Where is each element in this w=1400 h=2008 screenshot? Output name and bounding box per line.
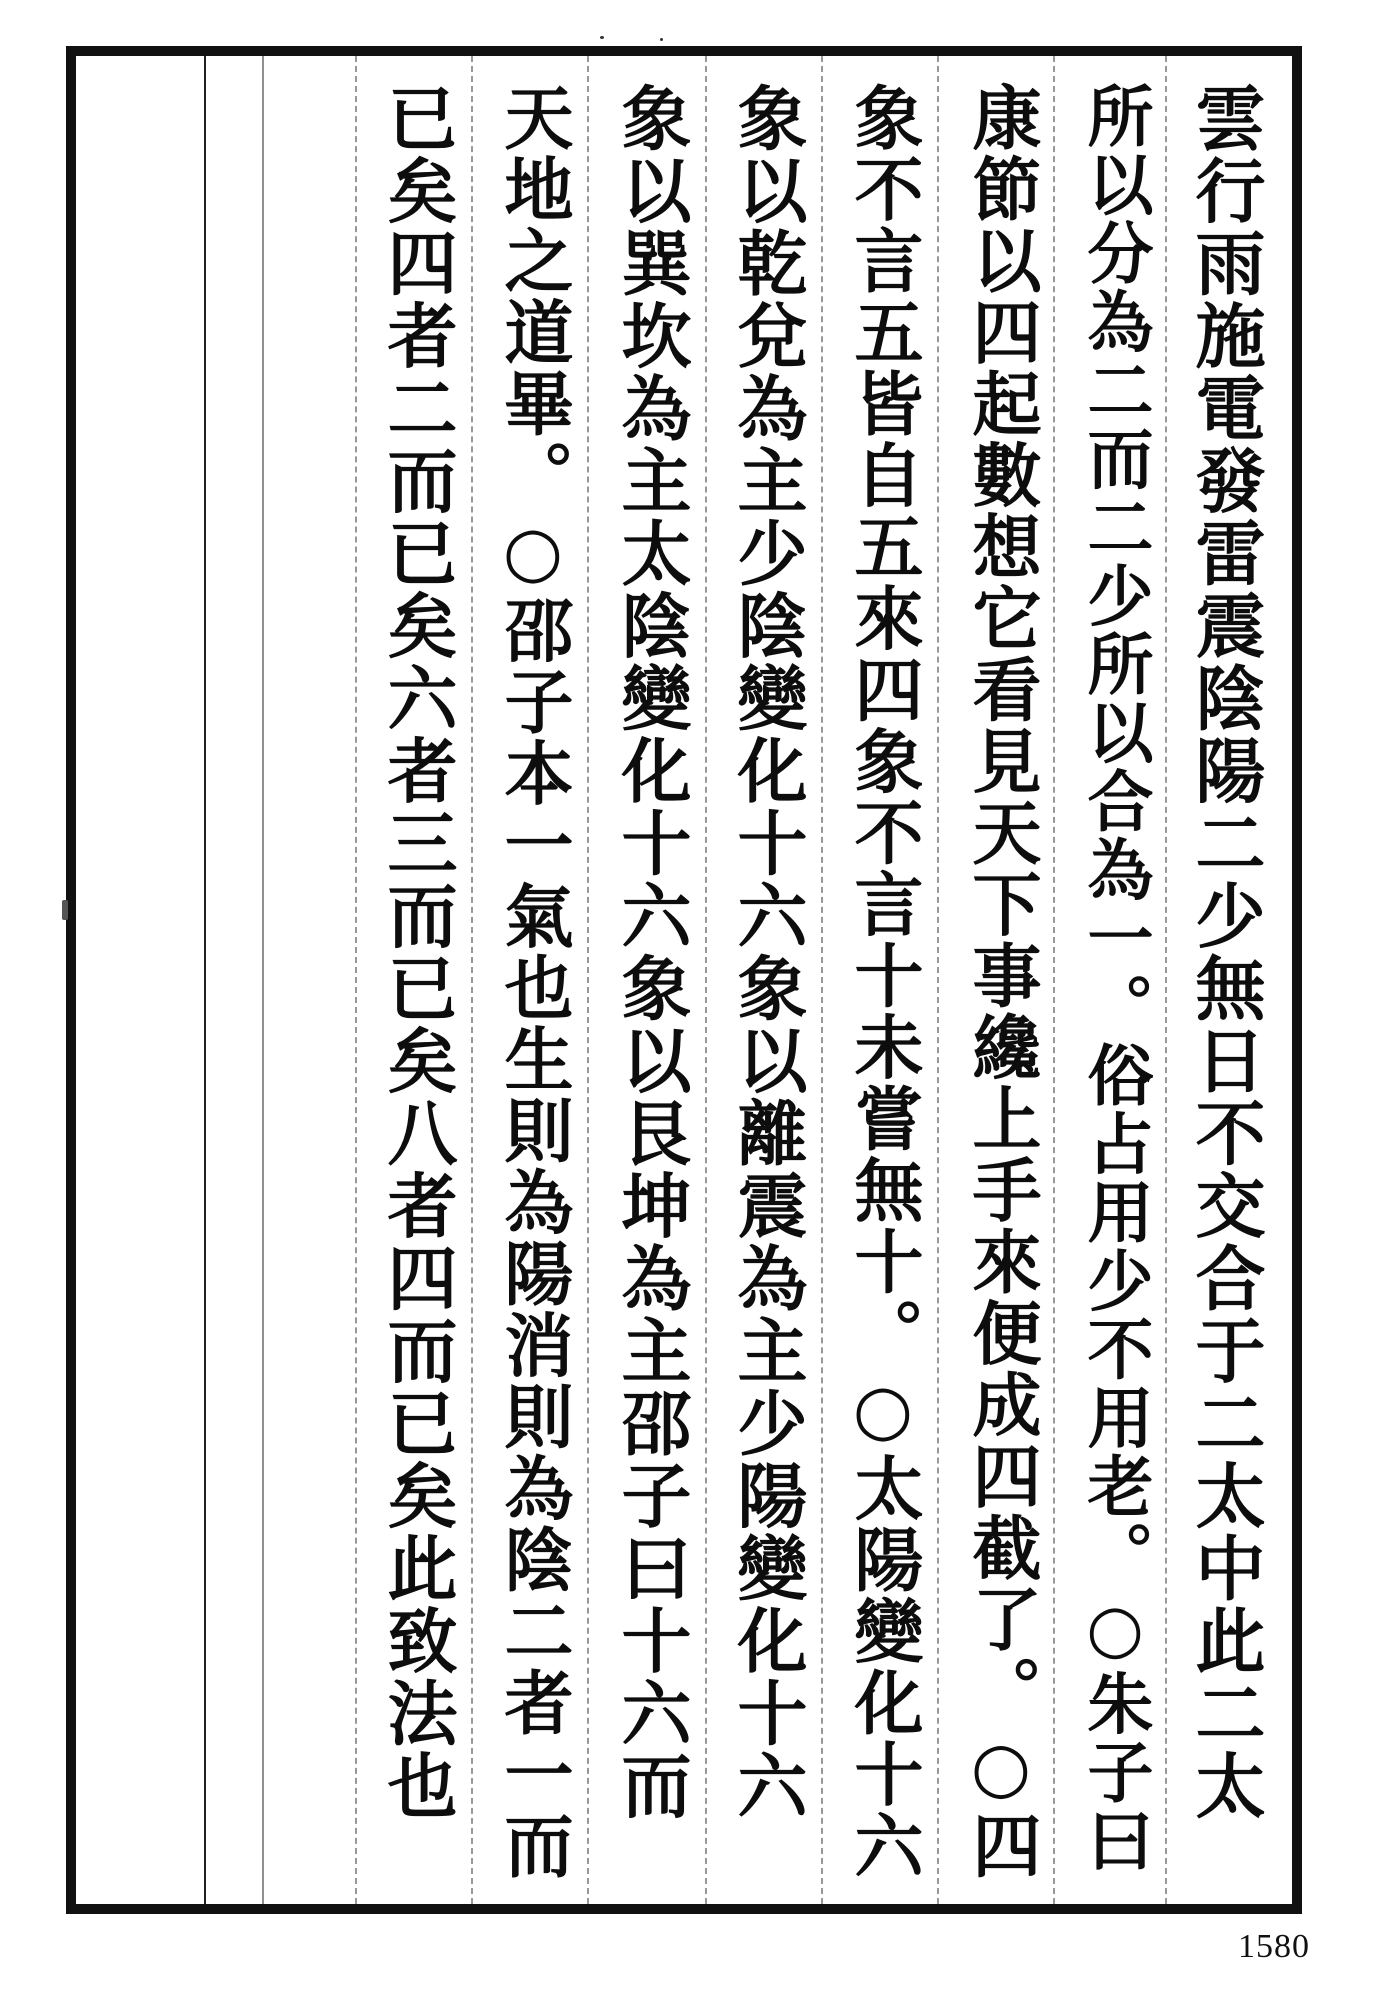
column-text: 康節以四起數想它看見天下事纔上手來便成四截了。○四	[960, 82, 1042, 1882]
column-text: 雲行雨施電發雷震陰陽二少無日不交合于二太中此二太	[1184, 82, 1267, 1822]
page-frame	[66, 46, 1302, 1914]
text-column-3	[950, 82, 1052, 1902]
text-column-6	[600, 82, 702, 1902]
text-column-8	[366, 82, 468, 1902]
column-text: 象以乾兌為主少陰變化十六象以離震為主少陽變化十六	[726, 82, 809, 1822]
column-text: 象不言五皆自五來四象不言十未嘗無十。○太陽變化十六	[842, 82, 924, 1882]
print-speck	[660, 38, 663, 41]
column-divider	[821, 56, 824, 1904]
column-divider	[705, 56, 708, 1904]
column-divider	[937, 56, 940, 1904]
left-margin-rule	[204, 56, 206, 1904]
text-column-4	[832, 82, 934, 1902]
text-column-1	[1174, 82, 1276, 1902]
text-column-7	[482, 82, 584, 1902]
column-text: 已矣四者二而已矣六者三而已矣八者四而已矣此致法也	[376, 82, 459, 1822]
column-divider	[587, 56, 590, 1904]
text-body	[262, 56, 1292, 1904]
text-column-2	[1064, 82, 1166, 1902]
print-speck	[600, 36, 604, 39]
print-speck	[62, 900, 68, 920]
column-text: 所以分為二而二少所以合為一。俗占用少不用老。○朱子曰	[1076, 82, 1154, 1875]
column-divider	[471, 56, 474, 1904]
column-text: 象以巽坎為主太陰變化十六象以艮坤為主邵子曰十六而	[610, 82, 693, 1822]
text-column-5	[716, 82, 818, 1902]
column-divider	[355, 56, 358, 1904]
column-text: 天地之道畢。○邵子本一氣也生則為陽消則為陰二者一而	[492, 82, 574, 1882]
page-number: 1580	[1238, 1928, 1310, 1965]
column-divider	[1053, 56, 1056, 1904]
